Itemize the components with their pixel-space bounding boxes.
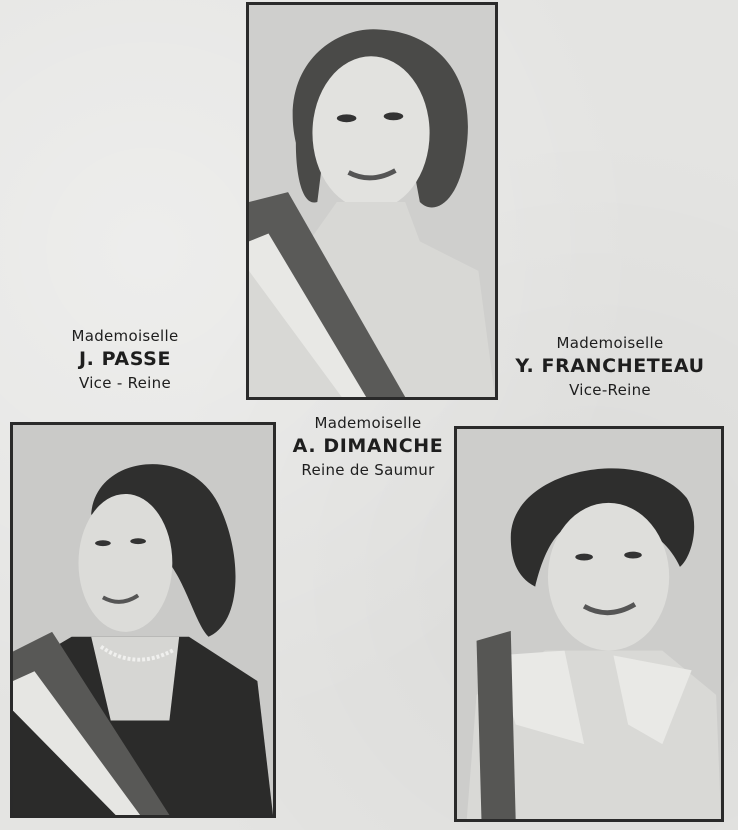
caption-left (40, 327, 210, 392)
caption-right (500, 334, 720, 399)
caption-left-title: Mademoiselle (71, 327, 179, 345)
caption-center (280, 414, 456, 479)
caption-center-name: A. DIMANCHE (292, 434, 444, 457)
caption-right-title: Mademoiselle (556, 334, 664, 352)
portrait-photo-vice-queen-right (454, 426, 724, 822)
caption-left-role: Vice - Reine (78, 373, 171, 392)
portrait-illustration (249, 5, 495, 397)
caption-center-role: Reine de Saumur (301, 460, 435, 479)
caption-left-name: J. PASSE (78, 347, 172, 370)
portrait-photo-queen (246, 2, 498, 400)
portrait-illustration (457, 429, 721, 819)
caption-right-role: Vice-Reine (569, 380, 651, 399)
caption-right-name: Y. FRANCHETEAU (515, 354, 705, 377)
caption-center-title: Mademoiselle (314, 414, 422, 432)
portrait-illustration (13, 425, 273, 815)
portrait-photo-vice-queen-left (10, 422, 276, 818)
